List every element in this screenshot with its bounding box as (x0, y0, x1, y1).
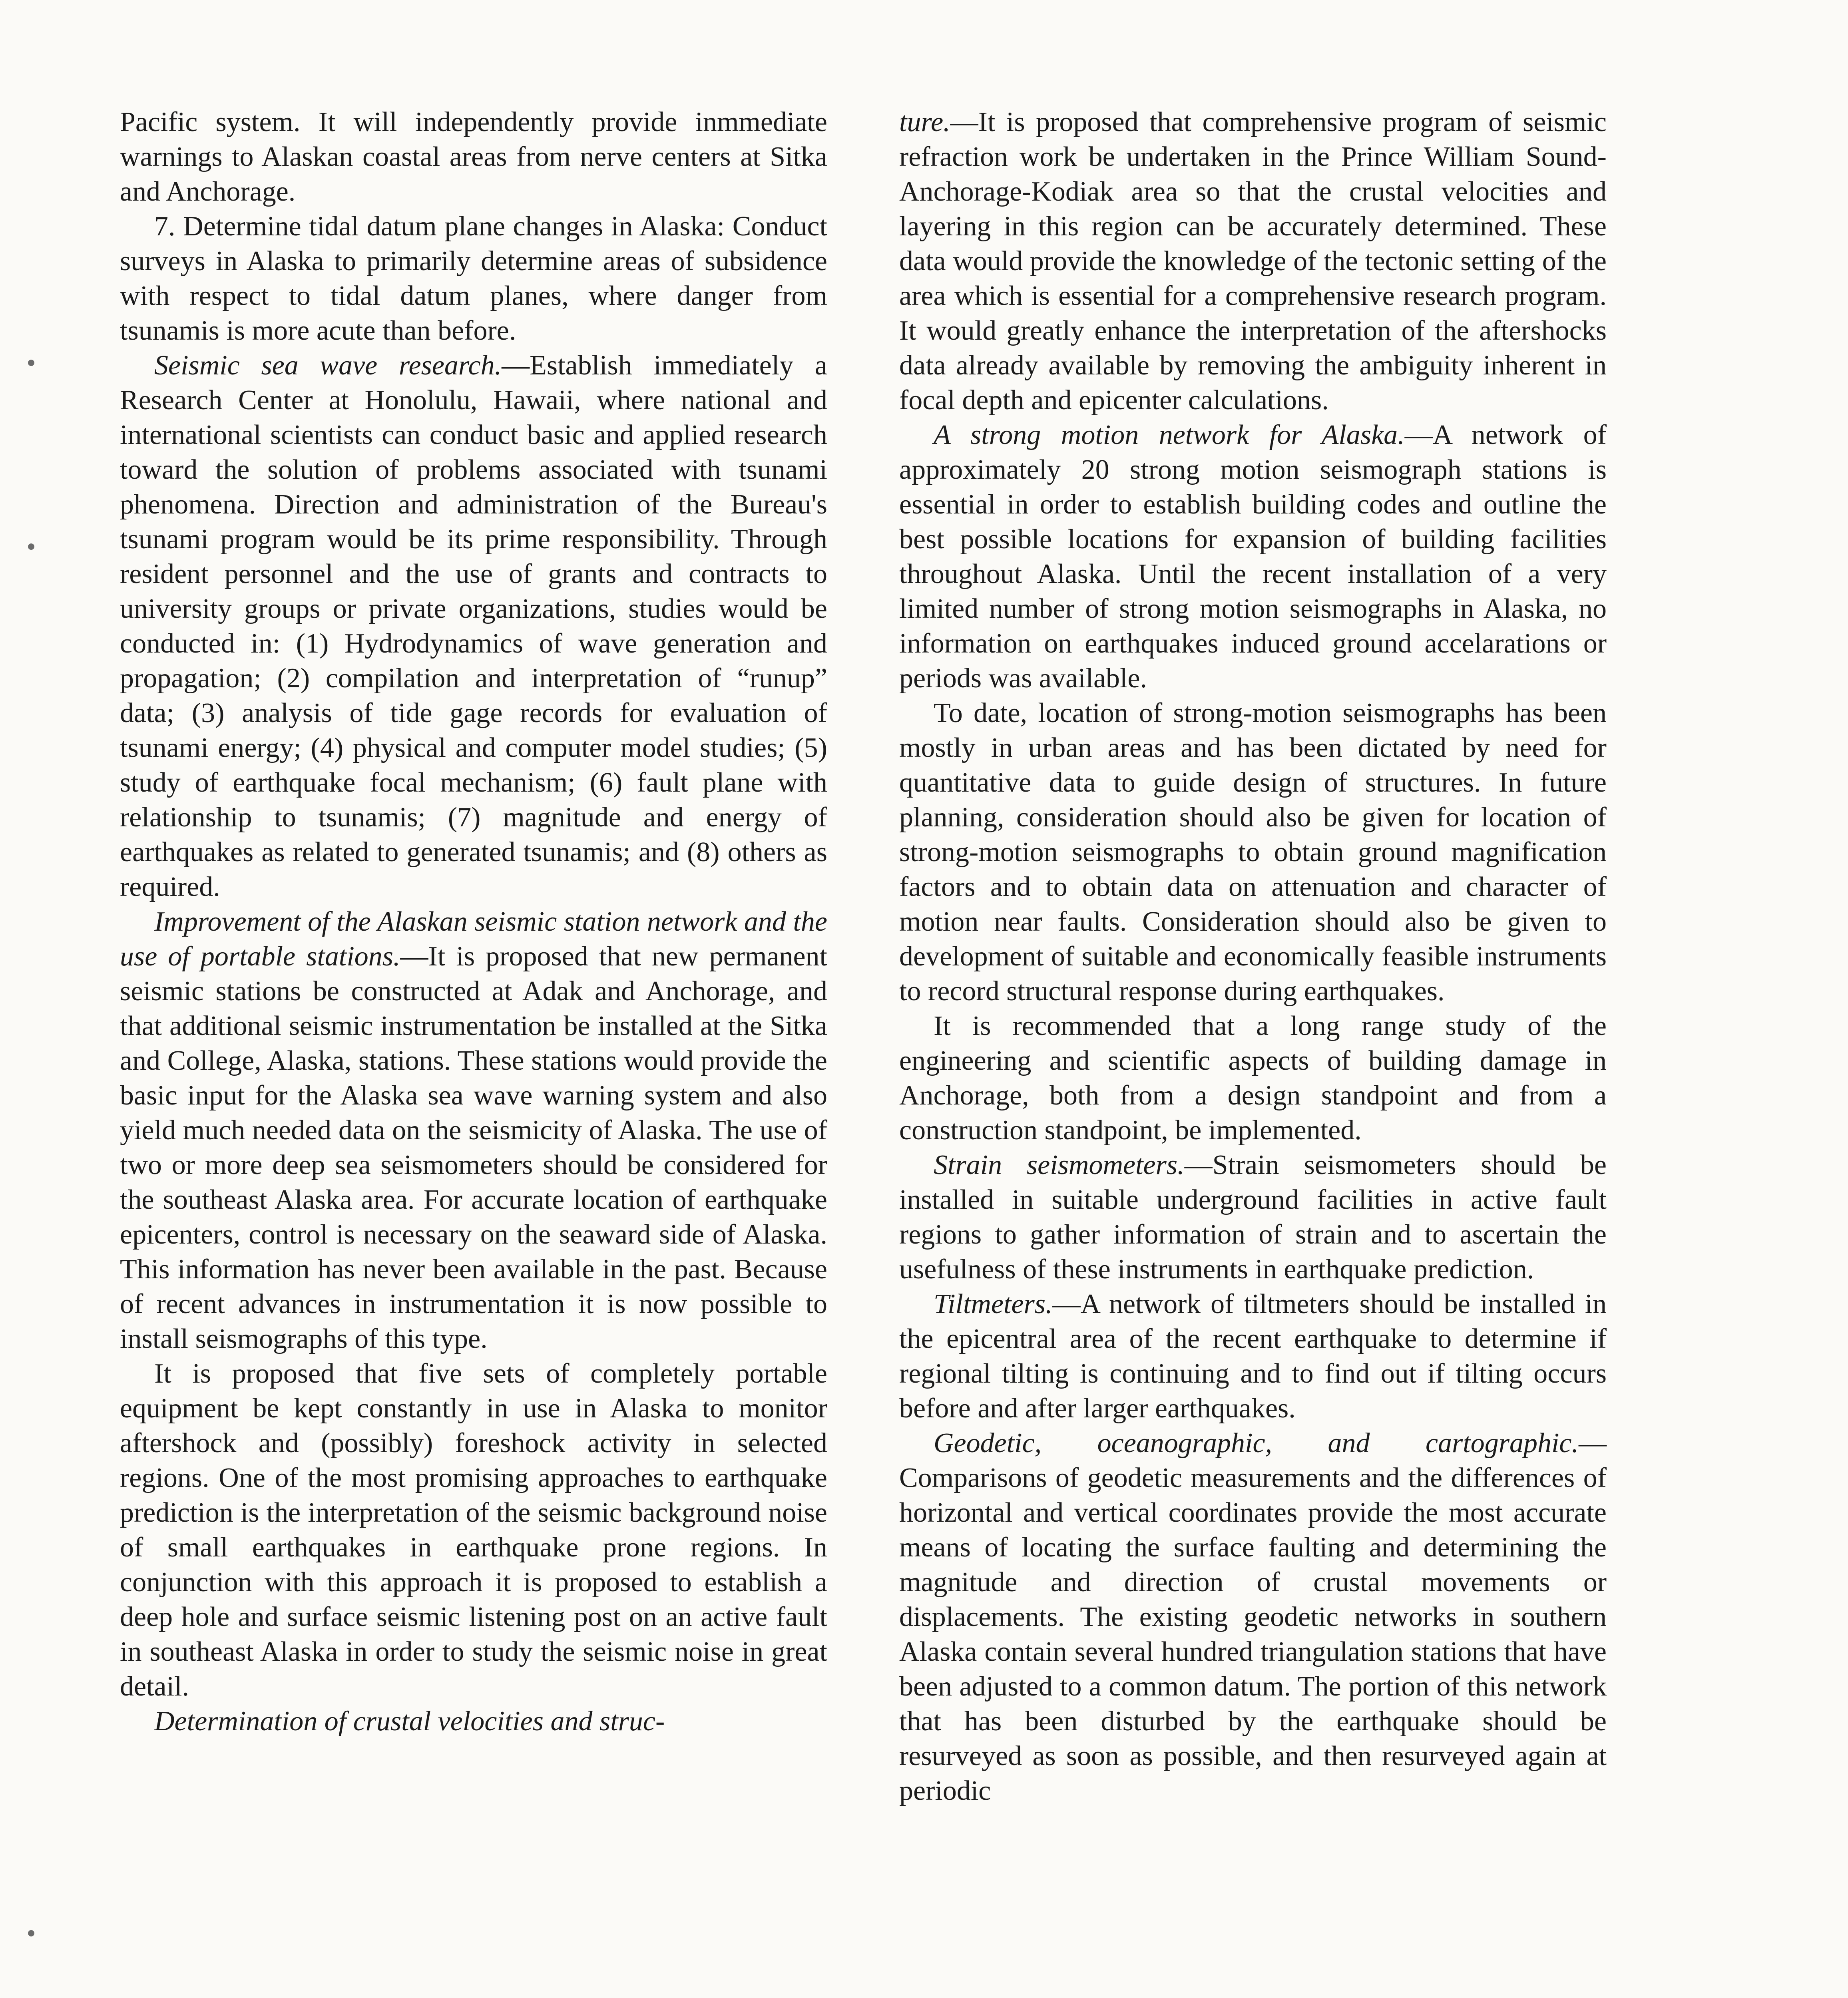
paragraph (120, 1704, 827, 1739)
paragraph: Geodetic, oceanographic, and cartographic.—Comparisons of geodetic measurements and the differences of horizontal and vertical coordinates provide the most accurate means of locating the surface faulting and determining the magnitude and direction of crustal movements or displacements. The existing geodetic networks in southern Alaska contain several hundred triangulation stations that have been adjusted to a common datum. The portion of this network that has been disturbed by the earthquake should be resurveyed as soon as possible, and then resurveyed again at periodic (899, 1428, 1607, 1806)
paragraph: Strain seismometers.—Strain seismometers should be installed in suitable underground facilities in active fault regions to gather information of strain and to ascertain the usefulness of these instruments in earthquake prediction. (899, 1150, 1607, 1285)
paragraph: Improvement of the Alaskan seismic station network and the use of portable stations.—It is proposed that new permanent seismic stations be constructed at Adak and Anchorage, and that additional seismic instrumentation be installed at the Sitka and College, Alaska, stations. These stations would provide the basic input for the Alaska sea wave warning system and also yield much needed data on the seismicity of Alaska. The use of two or more deep sea seismometers should be considered for the southeast Alaska area. For accurate location of earthquake epicenters, control is necessary on the seaward side of Alaska. This information has never been available in the past. Because of recent advances in instrumentation it is now possible to install seismographs of this type. (120, 906, 827, 1354)
paragraph-heading: ture. (899, 107, 950, 137)
paragraph-heading: A strong motion network for Alaska. (934, 420, 1405, 450)
margin-dot (28, 360, 34, 366)
paragraph-heading: Geodetic, oceanographic, and cartographic. (934, 1428, 1579, 1459)
paragraph: To date, location of strong-motion seismographs has been mostly in urban areas and has been dictated by need for quantitative data to guide design of structures. In future planning, consideration should also be given for location of strong-motion seismographs to obtain ground magnification factors and to obtain data on attenuation and character of motion near faults. Consideration should also be given to development of suitable and economically feasible instruments to record structural response during earthquakes. (899, 698, 1607, 1007)
paragraph: Tiltmeters.—A network of tiltmeters should be installed in the epicentral area of the recent earthquake to determine if regional tilting is continuing and to find out if tilting occurs before and after larger earthquakes. (899, 1289, 1607, 1424)
margin-dot (28, 1930, 34, 1936)
paragraph: ture.—It is proposed that comprehensive program of seismic refraction work be undertaken in the Prince William Sound-Anchorage-Kodiak area so that the crustal velocities and layering in this region can be accurately determined. These data would provide the knowledge of the tectonic setting of the area which is essential for a comprehensive research program. It would greatly enhance the interpretation of the aftershocks data already available by removing the ambiguity inherent in focal depth and epicenter calculations. (899, 107, 1607, 416)
paragraph: A strong motion network for Alaska.—A network of approximately 20 strong motion seismograph stations is essential in order to establish building codes and outline the best possible locations for expansion of building facilities throughout Alaska. Until the recent installation of a very limited number of strong motion seismographs in Alaska, no information on earthquakes induced ground accelarations or periods was available. (899, 420, 1607, 694)
paragraph-heading: Determination of crustal velocities and struc- (154, 1706, 665, 1737)
paragraph-heading: Seismic sea wave research. (154, 350, 502, 381)
paragraph-heading: Tiltmeters. (934, 1289, 1053, 1319)
right-column (899, 105, 1607, 1808)
margin-dot (28, 543, 34, 550)
paragraph-heading: Strain seismometers. (934, 1150, 1185, 1180)
paragraph: Seismic sea wave research.—Establish immediately a Research Center at Honolulu, Hawaii, where national and international scientists can conduct basic and applied research toward the solution of problems associated with tsunami phenomena. Direction and administration of the Bureau's tsunami program would be its prime responsibility. Through resident personnel and the use of grants and contracts to university groups or private organizations, studies would be conducted in: (1) Hydrodynamics of wave generation and propagation; (2) compilation and interpretation of “runup” data; (3) analysis of tide gage records for evaluation of tsunami energy; (4) physical and computer model studies; (5) study of earthquake focal mechanism; (6) fault plane with relationship to tsunamis; (7) magnitude and energy of earthquakes as related to generated tsunamis; and (8) others as required. (120, 350, 828, 902)
paragraph: It is recommended that a long range study of the engineering and scientific aspects of building damage in Anchorage, both from a design standpoint and from a construction standpoint, be implemented. (899, 1011, 1607, 1146)
paragraph-heading: Improvement of the Alaskan seismic station network and the use of portable stations. (120, 906, 827, 972)
left-column (120, 105, 827, 1739)
paragraph: It is proposed that five sets of completely portable equipment be kept constantly in use in Alaska to monitor aftershock and (possibly) foreshock activity in selected regions. One of the most promising approaches to earthquake prediction is the interpretation of the seismic background noise of small earthquakes in earthquake prone regions. In conjunction with this approach it is proposed to establish a deep hole and surface seismic listening post on an active fault in southeast Alaska in order to study the seismic noise in great detail. (120, 1358, 827, 1702)
paragraph: 7. Determine tidal datum plane changes in Alaska: Conduct surveys in Alaska to primarily determine areas of subsidence with respect to tidal datum planes, where danger from tsunamis is more acute than before. (120, 211, 827, 346)
paragraph: Pacific system. It will independently provide inmmediate warnings to Alaskan coastal areas from nerve centers at Sitka and Anchorage. (120, 107, 827, 207)
